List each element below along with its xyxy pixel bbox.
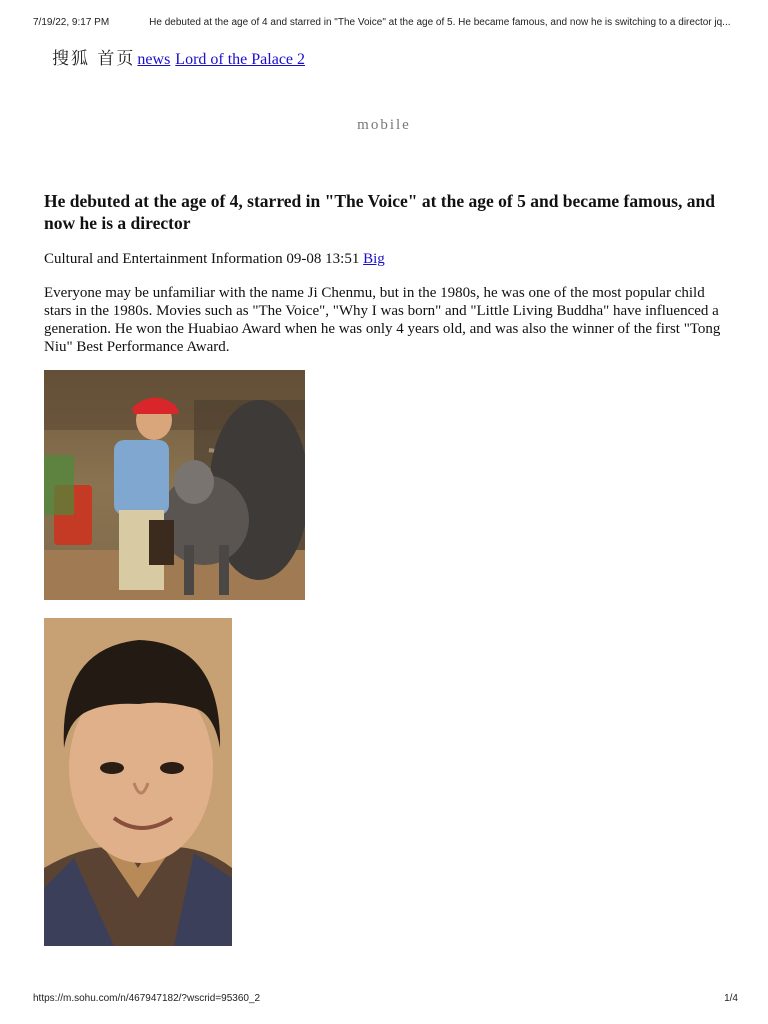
article-meta bbox=[44, 251, 385, 268]
mobile-label: mobile bbox=[357, 117, 411, 133]
article-body: Everyone may be unfamiliar with the name Ji Chenmu, but in the 1980s, he was one of the most popular child stars in the 1980s. Movies such as "The Voice", "Why I was born" and "Little Living Buddha" have influenced a generation. He won the Huabiao Award when he was only 4 years old, and was also the winner of the first "Tong Niu" Best Performance Award. bbox=[44, 285, 721, 355]
font-size-link[interactable]: Big bbox=[363, 251, 385, 267]
page-number: 1/4 bbox=[724, 993, 738, 1004]
article-headline: He debuted at the age of 4, starred in "The Voice" at the age of 5 and became famous, and now he is a director bbox=[44, 191, 715, 233]
print-url: https://m.sohu.com/n/467947182/?wscrid=95360_2 bbox=[33, 993, 261, 1004]
print-page-title: He debuted at the age of 4 and starred in "The Voice" at the age of 5. He became famous, and now he is switching to a director jq... bbox=[149, 17, 731, 28]
photo-boy-with-calf bbox=[44, 370, 305, 600]
print-header bbox=[33, 17, 738, 28]
news-link[interactable]: news bbox=[137, 51, 171, 68]
photo-boy-portrait bbox=[44, 618, 232, 946]
print-datetime: 7/19/22, 9:17 PM bbox=[33, 17, 110, 28]
article-source-date: Cultural and Entertainment Information 09-08 13:51 bbox=[44, 251, 360, 267]
sohu-logo[interactable]: 搜狐 首页 bbox=[52, 49, 136, 69]
lord-of-palace-link[interactable]: Lord of the Palace 2 bbox=[175, 51, 306, 68]
print-footer bbox=[33, 993, 738, 1004]
top-nav bbox=[52, 44, 305, 69]
